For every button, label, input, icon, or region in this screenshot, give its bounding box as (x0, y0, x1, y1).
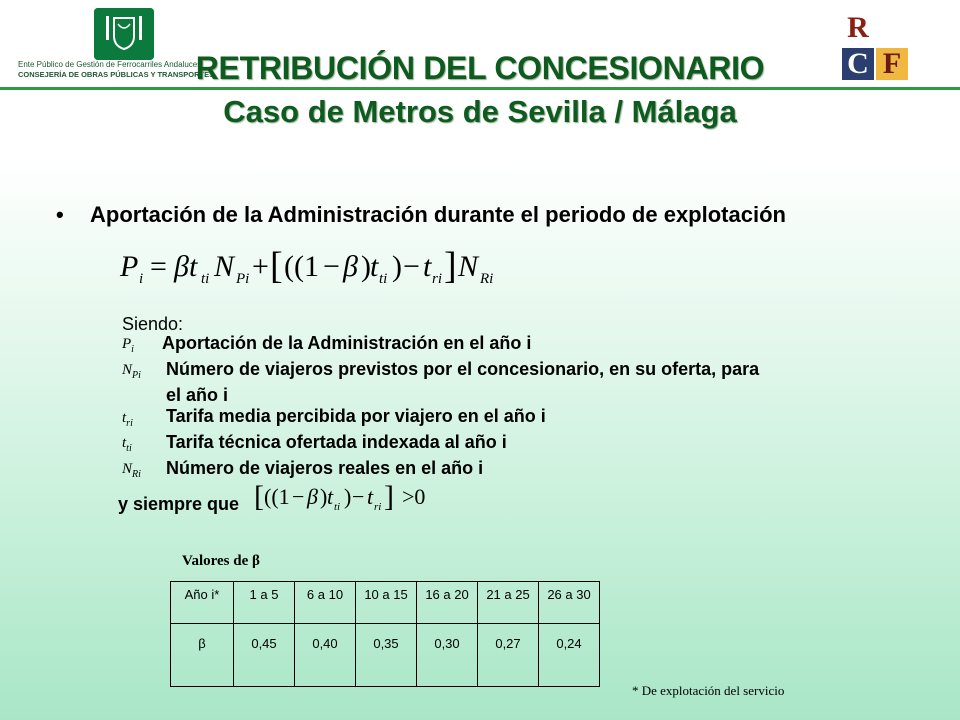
svg-text:−: − (323, 250, 340, 283)
svg-text:): ) (392, 250, 402, 283)
svg-text:ti: ti (201, 271, 210, 287)
svg-text:t: t (423, 250, 432, 283)
svg-text:): ) (361, 250, 371, 283)
table-cell: β (171, 624, 234, 687)
condition-formula (252, 478, 442, 518)
definition-pi: Aportación de la Administración en el año i (162, 333, 532, 353)
main-formula (118, 244, 498, 292)
table-row (171, 624, 600, 687)
svg-text:t: t (327, 484, 334, 509)
svg-text:((1: ((1 (264, 484, 290, 509)
rcf-letter-r: R (847, 11, 869, 44)
svg-text:−: − (403, 250, 420, 283)
svg-text:−: − (352, 484, 365, 509)
table-cell: 10 a 15 (356, 582, 417, 624)
slide-title: RETRIBUCIÓN DEL CONCESIONARIO (195, 50, 765, 86)
symbol-pi: $P_i$ (122, 336, 134, 355)
svg-text:t: t (367, 484, 374, 509)
table-cell: 0,27 (478, 624, 539, 687)
definition-npi-cont: el año i (166, 385, 229, 405)
svg-text:−: − (292, 484, 305, 509)
bullet-text: Aportación de la Administración durante el periodo de explotación (90, 202, 786, 227)
svg-text:[: [ (254, 480, 264, 513)
logo-line-1: Ente Público de Gestión de Ferrocarriles Andaluces (18, 60, 202, 69)
table-cell: 0,24 (539, 624, 600, 687)
rcf-letter-f: F (876, 48, 908, 80)
table-cell: 16 a 20 (417, 582, 478, 624)
table-cell: 0,35 (356, 624, 417, 687)
svg-text:ri: ri (374, 501, 382, 513)
beta-table (170, 581, 600, 687)
table-cell: 21 a 25 (478, 582, 539, 624)
table-cell: 0,45 (234, 624, 295, 687)
svg-text:): ) (344, 484, 352, 509)
footnote: * De explotación del servicio (632, 683, 785, 698)
svg-text:β: β (343, 250, 358, 283)
siendo-label: Siendo: (122, 314, 184, 334)
svg-text:+: + (252, 250, 269, 283)
symbol-npi: $N_{Pi}$ (122, 362, 141, 381)
svg-text:=: = (150, 250, 167, 283)
svg-text:β: β (307, 484, 318, 509)
table-cell: 0,40 (295, 624, 356, 687)
definition-npi: Número de viajeros previstos por el concesionario, en su oferta, para (166, 359, 760, 379)
svg-text:N: N (458, 250, 479, 283)
svg-text:ri: ri (432, 271, 443, 287)
svg-text:Pi: Pi (236, 271, 250, 287)
svg-text:P: P (120, 250, 139, 283)
svg-text:βt: βt (174, 250, 198, 283)
symbol-tri: $t_{ri}$ (122, 410, 133, 429)
svg-text:ti: ti (334, 501, 341, 513)
svg-text:((1: ((1 (284, 250, 319, 283)
svg-text:]: ] (384, 480, 394, 513)
table-cell: Año i* (171, 582, 234, 624)
definition-tri: Tarifa media percibida por viajero en el año i (166, 406, 546, 426)
svg-text:ti: ti (379, 271, 388, 287)
svg-text:Ri: Ri (480, 271, 494, 287)
table-cell: 26 a 30 (539, 582, 600, 624)
rcf-letter-c: C (842, 48, 874, 80)
svg-text:>0: >0 (402, 484, 426, 509)
table-cell: 0,30 (417, 624, 478, 687)
condition-label: y siempre que (118, 494, 240, 514)
slide-subtitle: Caso de Metros de Sevilla / Málaga (223, 94, 737, 129)
table-cell: 6 a 10 (295, 582, 356, 624)
table-header-row (171, 582, 600, 624)
symbol-nri: $N_{Ri}$ (122, 461, 141, 480)
svg-text:N: N (214, 250, 235, 283)
svg-text:): ) (320, 484, 328, 509)
beta-values-label: Valores de β (182, 553, 260, 569)
svg-text:]: ] (444, 245, 457, 287)
svg-text:t: t (370, 250, 379, 283)
symbol-tti: $t_{ti}$ (122, 435, 132, 454)
svg-text:[: [ (270, 245, 283, 287)
svg-text:i: i (139, 271, 144, 287)
definition-nri: Número de viajeros reales en el año i (166, 458, 484, 478)
logo-line-2: CONSEJERÍA DE OBRAS PÚBLICAS Y TRANSPORTES (18, 70, 215, 79)
header-divider (0, 87, 960, 90)
definition-tti: Tarifa técnica ofertada indexada al año i (166, 432, 507, 452)
bullet-icon: • (56, 202, 64, 227)
table-cell: 1 a 5 (234, 582, 295, 624)
